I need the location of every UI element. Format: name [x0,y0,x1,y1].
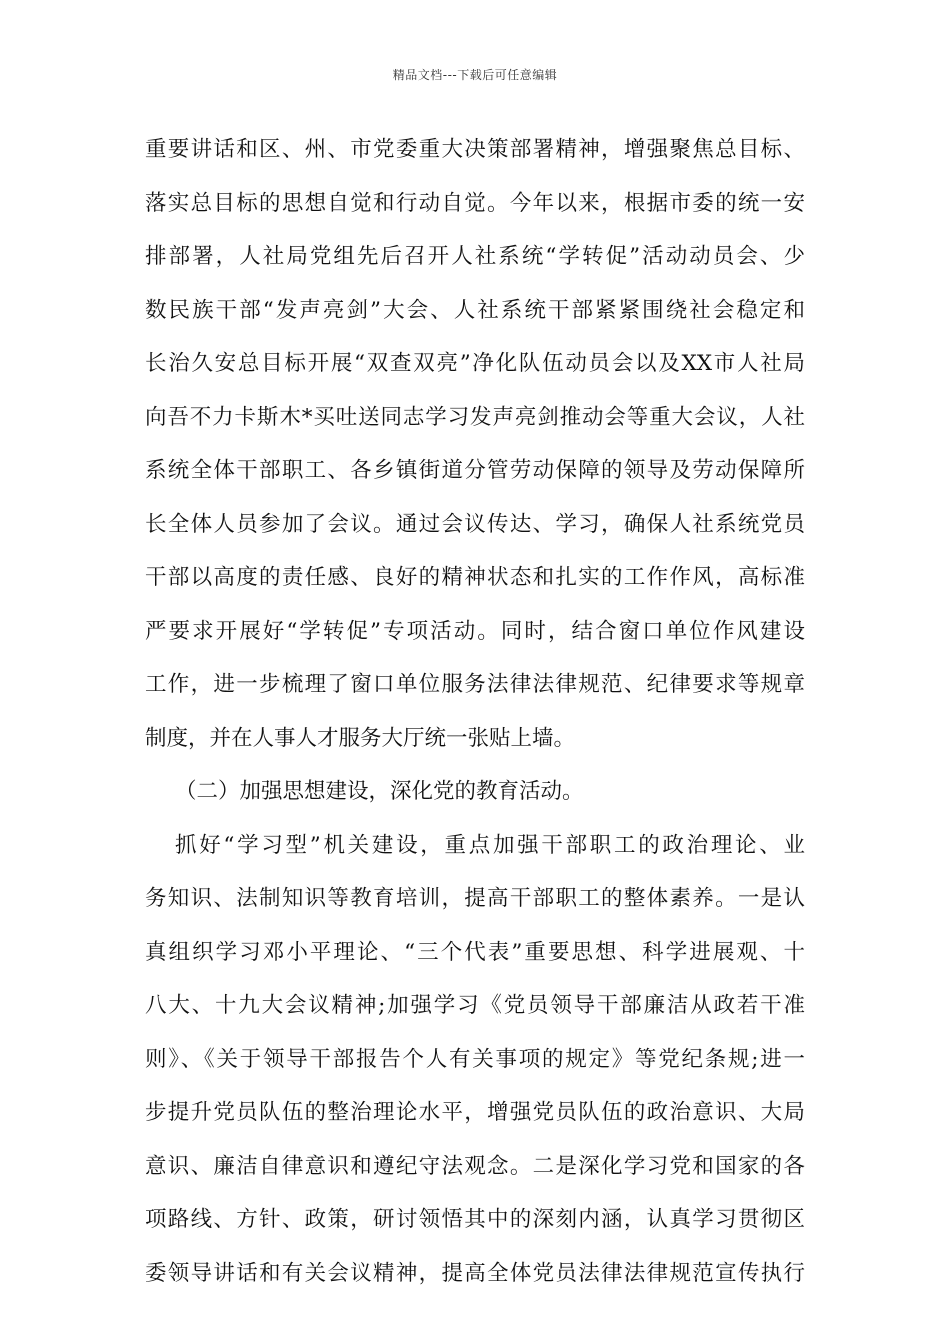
text-line: 务知识、法制知识等教育培训，提高干部职工的整体素养。一是认 [145,886,805,911]
page-header: 精品文档---下载后可任意编辑 [392,68,558,82]
text-line: 抓好“学习型”机关建设，重点加强干部职工的政治理论、业 [175,832,805,858]
text-line: 工作，进一步梳理了窗口单位服务法律法律规范、纪律要求等规章 [145,672,805,697]
text-line: 干部以高度的责任感、良好的精神状态和扎实的工作作风，高标准 [145,565,805,590]
text-line: 系统全体干部职工、各乡镇街道分管劳动保障的领导及劳动保障所 [145,458,805,483]
text-line: 排部署，人社局党组先后召开人社系统“学转促”活动动员会、少 [145,244,805,269]
text-line: 重要讲话和区、州、市党委重大决策部署精神，增强聚焦总目标、 [145,137,805,162]
text-line: 长治久安总目标开展“双查双亮”净化队伍动员会以及XX市人社局 [145,351,805,376]
text-line: 真组织学习邓小平理论、“三个代表”重要思想、科学进展观、十 [145,939,805,965]
text-line: 制度，并在人事人才服务大厅统一张贴上墙。 [145,725,576,751]
text-line: 落实总目标的思想自觉和行动自觉。今年以来，根据市委的统一安 [145,190,805,216]
text-line: 项路线、方针、政策，研讨领悟其中的深刻内涵，认真学习贯彻区 [145,1207,805,1232]
text-line: 步提升党员队伍的整治理论水平，增强党员队伍的政治意识、大局 [145,1100,805,1125]
text-line: 向吾不力卡斯木*买吐送同志学习发声亮剑推动会等重大会议，人社 [145,404,805,430]
text-line: 委领导讲话和有关会议精神，提高全体党员法律法律规范宣传执行 [145,1260,805,1286]
text-line: 长全体人员参加了会议。通过会议传达、学习，确保人社系统党员 [145,511,805,537]
text-line: （二）加强思想建设，深化党的教育活动。 [175,779,584,804]
document-body [145,131,805,1308]
text-line: 八大、十九大会议精神;加强学习《党员领导干部廉洁从政若干准 [145,993,805,1018]
text-line: 则》、《关于领导干部报告个人有关事项的规定》等党纪条规;进一 [145,1046,805,1072]
text-line: 严要求开展好“学转促”专项活动。同时，结合窗口单位作风建设 [145,618,805,644]
text-line: 数民族干部“发声亮剑”大会、人社系统干部紧紧围绕社会稳定和 [145,297,805,323]
text-line: 意识、廉洁自律意识和遵纪守法观念。二是深化学习党和国家的各 [145,1153,805,1179]
